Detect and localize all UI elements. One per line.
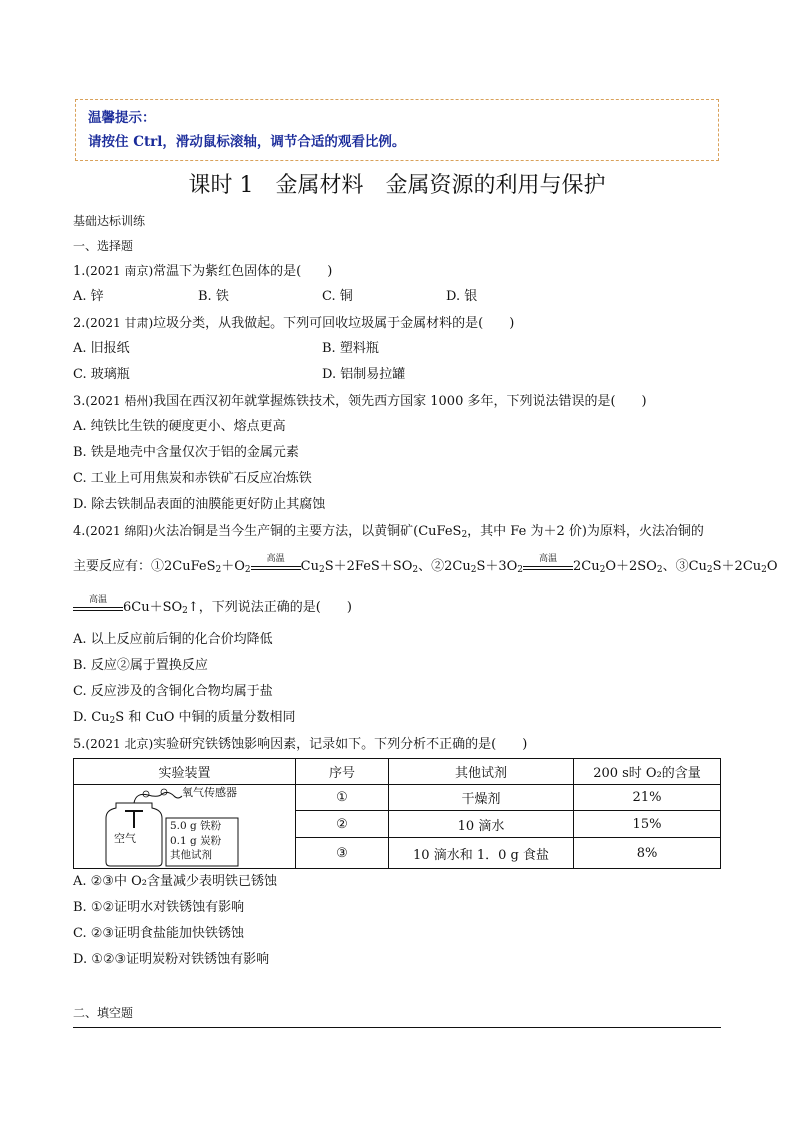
q4-reactions-line1: 主要反应有：$①2CuFeS_2+O_2$ 高温 $Cu_2S+2FeS+SO_2$、$②2Cu_2S+3O_2$ 高温 $2Cu_2O+2SO_2$、$③Cu_2S+2Cu_2O$ bbox=[73, 554, 778, 575]
q1-option-d: D. 银 bbox=[446, 289, 478, 304]
title-part1: 金属材料 bbox=[275, 173, 364, 198]
table-header: 序号 bbox=[296, 759, 389, 785]
q5-option-b: B. ①②证明水对铁锈蚀有影响 bbox=[73, 900, 245, 915]
question-5: 5.(2021 北京)实验研究铁锈蚀影响因素，记录如下。下列分析不正确的是( ) bbox=[73, 737, 528, 752]
question-2: 2.(2021 甘肃)垃圾分类，从我做起。下列可回收垃圾属于金属材料的是( ) bbox=[73, 316, 515, 331]
table-header: 其他试剂 bbox=[389, 759, 574, 785]
q2-option-b: B. 塑料瓶 bbox=[322, 341, 379, 356]
q4-option-c: C. 反应涉及的含铜化合物均属于盐 bbox=[73, 684, 273, 699]
q3-option-d: D. 除去铁制品表面的油膜能更好防止其腐蚀 bbox=[73, 497, 326, 512]
reaction-condition: 高温 bbox=[73, 598, 123, 618]
table-cell: 8% bbox=[574, 838, 721, 869]
experiment-table bbox=[73, 758, 721, 869]
table-cell: 10 滴水和 1．0 g 食盐 bbox=[389, 838, 574, 869]
reagent-line: 0.1 g 炭粉 bbox=[170, 834, 222, 847]
apparatus-cell bbox=[74, 785, 296, 869]
table-row bbox=[74, 785, 721, 811]
q1-option-a: A. 锌 bbox=[73, 289, 104, 304]
reaction-condition: 高温 bbox=[251, 557, 301, 577]
section-fill: 二、填空题 bbox=[73, 1006, 134, 1020]
table-cell: 干燥剂 bbox=[389, 785, 574, 811]
q2-option-c: C. 玻璃瓶 bbox=[73, 367, 130, 382]
table-cell: 21% bbox=[574, 785, 721, 811]
q4-option-a: A. 以上反应前后铜的化合价均降低 bbox=[73, 632, 273, 647]
page-title bbox=[0, 170, 794, 202]
q4-reactions-line2: 高温 $6Cu+SO_2↑$，下列说法正确的是( ) bbox=[73, 598, 352, 618]
tip-text: 请按住 Ctrl，滑动鼠标滚轴，调节合适的观看比例。 bbox=[88, 134, 406, 150]
table-cell: ③ bbox=[296, 838, 389, 869]
table-cell: ② bbox=[296, 811, 389, 838]
question-3: 3.(2021 梧州)我国在西汉初年就掌握炼铁技术，领先西方国家 1000 多年，下列说法错误的是( ) bbox=[73, 394, 647, 409]
question-4: 4.(2021 绵阳)火法冶铜是当今生产铜的主要方法，以黄铜矿(CuFeS$_2$，其中 Fe 为＋2 价)为原料，火法冶铜的 bbox=[73, 524, 704, 540]
section-divider bbox=[73, 1027, 721, 1028]
q1-option-c: C. 铜 bbox=[322, 289, 353, 304]
reagent-line: 其他试剂 bbox=[170, 849, 212, 861]
q3-option-a: A. 纯铁比生铁的硬度更小、熔点更高 bbox=[73, 419, 286, 434]
table-cell: 15% bbox=[574, 811, 721, 838]
q1-option-b: B. 铁 bbox=[198, 289, 229, 304]
q5-option-d: D. ①②③证明炭粉对铁锈蚀有影响 bbox=[73, 952, 270, 967]
section-basic: 基础达标训练 bbox=[73, 214, 146, 228]
q4-option-b: B. 反应②属于置换反应 bbox=[73, 658, 208, 673]
q5-option-a: A. ②③中 O₂含量减少表明铁已锈蚀 bbox=[73, 874, 277, 889]
tip-box bbox=[75, 99, 719, 161]
reaction-condition: 高温 bbox=[523, 557, 573, 577]
section-choice: 一、选择题 bbox=[73, 239, 134, 253]
reagent-box bbox=[170, 819, 221, 863]
q4-option-d: D. $Cu_2S$ 和 CuO 中铜的质量分数相同 bbox=[73, 710, 296, 726]
sensor-label: 氧气传感器 bbox=[182, 786, 237, 799]
q5-option-c: C. ②③证明食盐能加快铁锈蚀 bbox=[73, 926, 245, 941]
q2-option-d: D. 铝制易拉罐 bbox=[322, 367, 406, 382]
title-part2: 金属资源的利用与保护 bbox=[385, 173, 606, 198]
air-label: 空气 bbox=[114, 832, 136, 845]
q3-option-b: B. 铁是地壳中含量仅次于铝的金属元素 bbox=[73, 445, 299, 460]
q3-option-c: C. 工业上可用焦炭和赤铁矿石反应冶炼铁 bbox=[73, 471, 312, 486]
table-header: 实验装置 bbox=[74, 759, 296, 785]
table-header: 200 s时 O₂的含量 bbox=[574, 759, 721, 785]
title-lesson: 课时 1 bbox=[188, 173, 254, 198]
question-1: 1.(2021 南京)常温下为紫红色固体的是( ) bbox=[73, 264, 333, 279]
tip-label: 温馨提示： bbox=[88, 110, 156, 126]
table-cell: ① bbox=[296, 785, 389, 811]
reagent-line: 5.0 g 铁粉 bbox=[170, 820, 222, 832]
table-cell: 10 滴水 bbox=[389, 811, 574, 838]
q2-option-a: A. 旧报纸 bbox=[73, 341, 130, 356]
